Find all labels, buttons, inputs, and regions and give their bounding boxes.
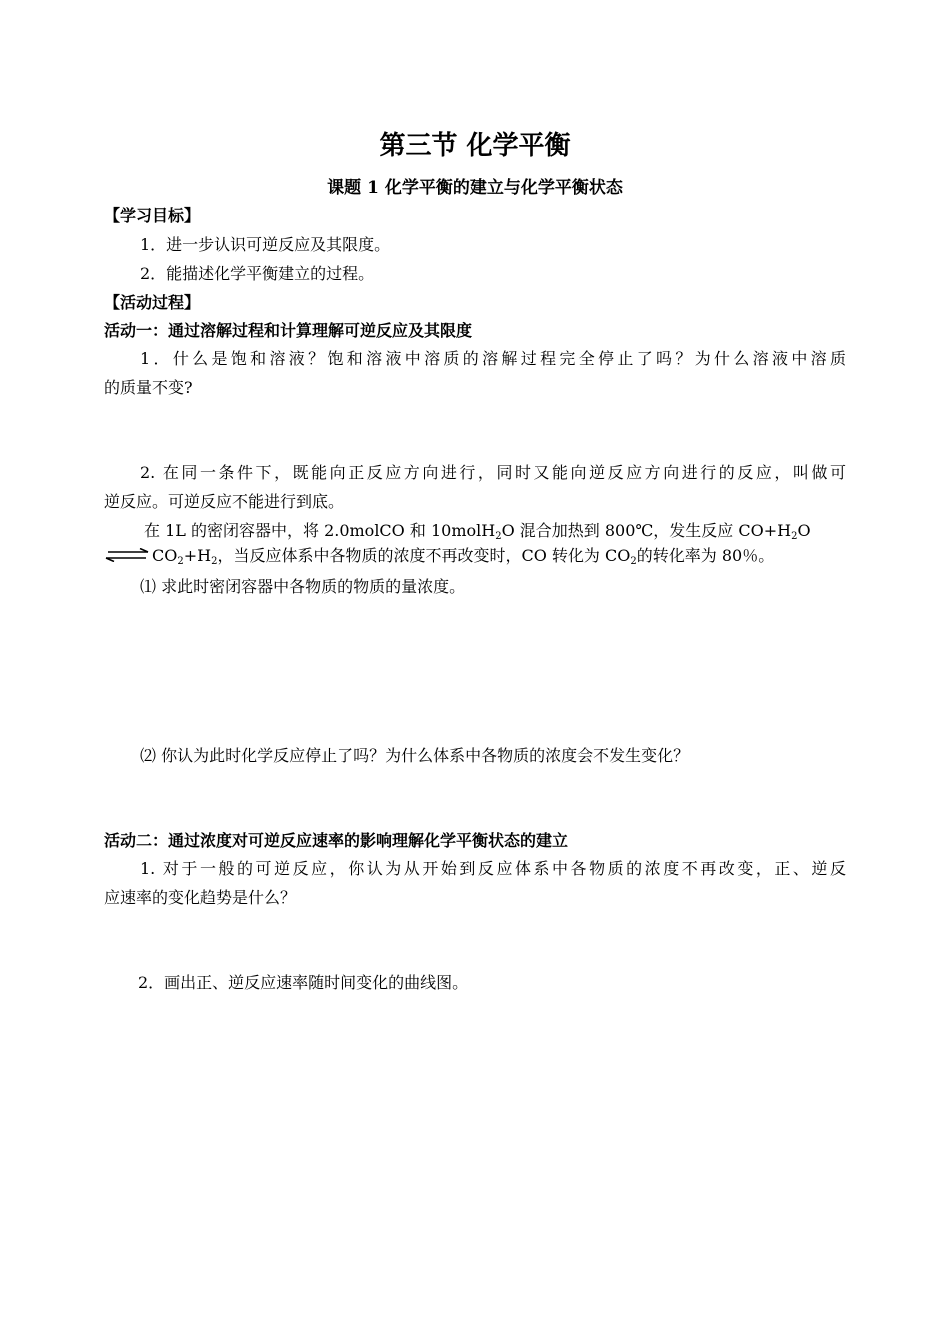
sub-question-2: ⑵ 你认为此时化学反应停止了吗？为什么体系中各物质的浓度会不发生变化？ <box>140 746 690 765</box>
activity1-question2-line1: 2. 在同一条件下，既能向正反应方向进行，同时又能向逆反应方向进行的反应，叫做可 <box>140 463 846 482</box>
activity1-question2-line2: 逆反应。可逆反应不能进行到底。 <box>104 492 345 511</box>
process-heading: 【活动过程】 <box>104 293 201 312</box>
goals-heading: 【学习目标】 <box>104 206 201 225</box>
activity2-question1-line1: 1. 对于一般的可逆反应，你认为从开始到反应体系中各物质的浓度不再改变，正、逆反 <box>140 859 846 878</box>
lesson-subtitle: 课题 1 化学平衡的建立与化学平衡状态 <box>327 178 623 198</box>
goal-item: 1．进一步认识可逆反应及其限度。 <box>140 235 391 254</box>
activity2-question1-line2: 应速率的变化趋势是什么？ <box>104 888 297 907</box>
activity2-question2: 2．画出正、逆反应速率随时间变化的曲线图。 <box>138 973 469 992</box>
page-title: 第三节 化学平衡 <box>379 131 571 161</box>
activity1-question1-line1: 1．什么是饱和溶液？饱和溶液中溶质的溶解过程完全停止了吗？为什么溶液中溶质 <box>140 349 846 368</box>
sub-question-1: ⑴ 求此时密闭容器中各物质的物质的量浓度。 <box>140 577 466 596</box>
goal-item: 2．能描述化学平衡建立的过程。 <box>140 264 375 283</box>
problem-line2: $CO_2+H_2$，当反应体系中各物质的浓度不再改变时，CO 转化为 $CO_2$的转化率为 80％。 <box>104 543 774 569</box>
equilibrium-arrow-icon <box>104 548 150 562</box>
activity2-heading: 活动二：通过浓度对可逆反应速率的影响理解化学平衡状态的建立 <box>104 831 569 850</box>
activity1-question1-line2: 的质量不变? <box>104 378 193 397</box>
problem-line1: 在 1L 的密闭容器中，将 2.0molCO 和 10molH$_2$O 混合加热到 800℃，发生反应 $CO+H_2O$ <box>144 521 811 542</box>
activity1-heading: 活动一：通过溶解过程和计算理解可逆反应及其限度 <box>104 321 473 340</box>
